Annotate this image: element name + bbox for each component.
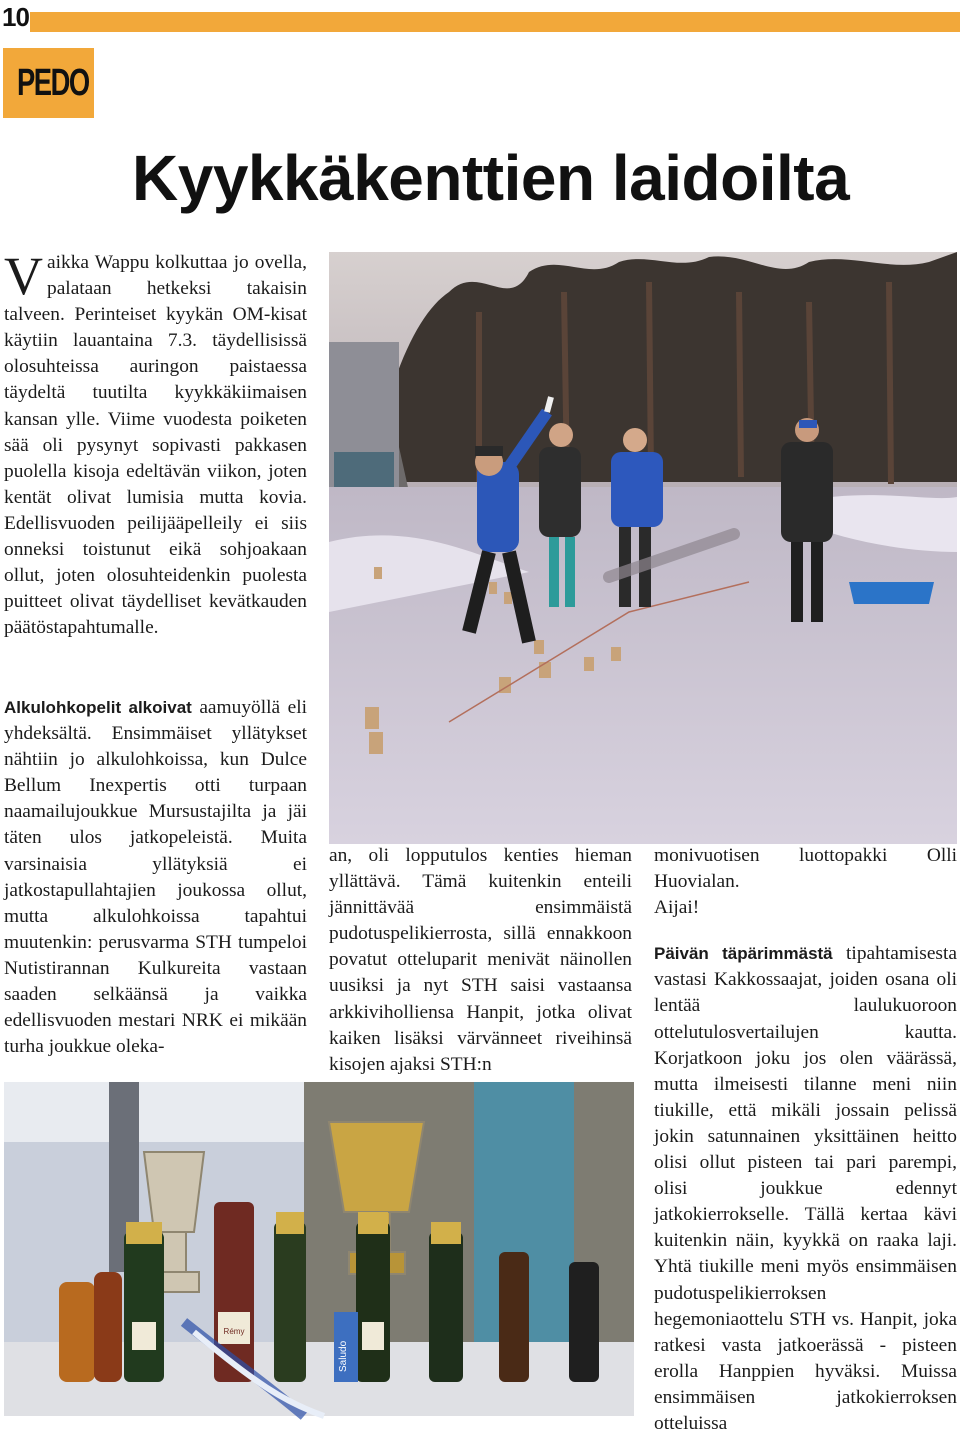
intro-paragraph — [4, 246, 307, 641]
section-lead-group-stage: Alkulohkopelit alkoivat — [4, 698, 192, 717]
kyykka-game-photo — [329, 252, 957, 844]
exclamation: Aijai! — [654, 897, 700, 919]
kyykka-game-illustration — [329, 252, 957, 844]
section-text-group-stage: aamuyöllä eli yhdeksältä. Ensimmäiset yllätykset nähtiin jo alkulohkoissa, kun Dulce Bellum Inexpertis otti turpaan naamailujoukkue Mursustajilta ja jäi täten ulos jatkopeleistä. Muita varsinaisia yllätyksiä ei jatkostapullahtajien joukossa ollut, mutta alkulohkoissa tapahtui muutenkin: perusvarma STH tumpeloi Nutistirannan Kulkureita vastaan saaden selkäänsä ja vaikka edellisvuoden mestari NRK ei mikään turha joukkue oleka- — [4, 697, 307, 1058]
logo-text: PEDO — [16, 62, 89, 104]
header-accent-bar — [0, 12, 960, 32]
intro-text: aikka Wappu kolkuttaa jo ovella, palataan hetkeksi takaisin talveen. Perinteiset kyykän OM-kisat käytiin lauantaina 7.3. täydellisissä olosuhteissa auringon paistaessa täydeltä tuutilta kyykkäkiimaisen kansan ylle. Viime vuodesta poiketen sää oli pysynyt sopivasti pakkasen puolella kisoja edeltävän viikon, joten kentät olivat lumisia mutta kovia. Edellisvuoden peilijääpelleily ei siis onneksi toistunut eikä sohjoakaan ollut, joten olosuhteidenkin puolesta puitteet olivat täydelliset kevätkauden päätöstapahtumalle. — [4, 252, 307, 639]
column-two-paragraph: an, oli lopputulos kenties hieman yllättävä. Tämä kuitenkin enteili jännittävää ensimmäistä pudotuspelikierrosta, sillä ennakkoon povatut otteluparit menivät näinollen uusiksi ja nyt STH saisi vastaansa arkkiviholliensa Hanpit, jotka olivat kaiken lisäksi värvänneet riveihinsä kisojen ajaksi STH:n — [329, 845, 632, 1075]
saludo-label-text: Saludo — [338, 1340, 349, 1372]
section-text-narrowest: tipahtamisesta vastasi Kakkossaajat, joiden osana oli lentää laulukuoroon ottelutulosvertailujen kautta. Korjatkoon joku jos olen väärässä, mutta ilmeisesti tilanne meni niin tiukille, että mikäli jossain pelissä jokin satunnainen yksittäinen heitto olisi ollut pisteen tai pari parempi, olisi joukkue edennyt jatkokierrokselle. Tällä kertaa kävi kuitenkin näin, kyykkä on raaka laji. Yhtä tiukille meni myös ensimmäisen pudotuspelikierroksen hegemoniaottelu STH vs. Hanpit, joka ratkesi vasta jatkoerässä - pisteen erolla Hanppien hyväksi. Muissa ensimmäisen jatkokierroksen otteluissa — [654, 943, 957, 1434]
magazine-logo — [3, 48, 94, 118]
drop-cap: V — [4, 246, 43, 306]
trophies-illustration — [4, 1082, 634, 1416]
trophies-photo — [4, 1082, 634, 1416]
section-lead-narrowest: Päivän täpärimmästä — [654, 944, 833, 964]
column-three-paragraph: monivuotisen luottopakki Olli Huovialan. — [654, 845, 957, 893]
page-number: 10 — [2, 2, 29, 32]
column-two-text — [329, 843, 632, 1078]
section-group-stage — [4, 695, 307, 1060]
column-three — [654, 843, 957, 1437]
cognac-label-text: Rémy — [223, 1327, 245, 1336]
article-title: Kyykkäkenttien laidoilta — [132, 142, 850, 214]
